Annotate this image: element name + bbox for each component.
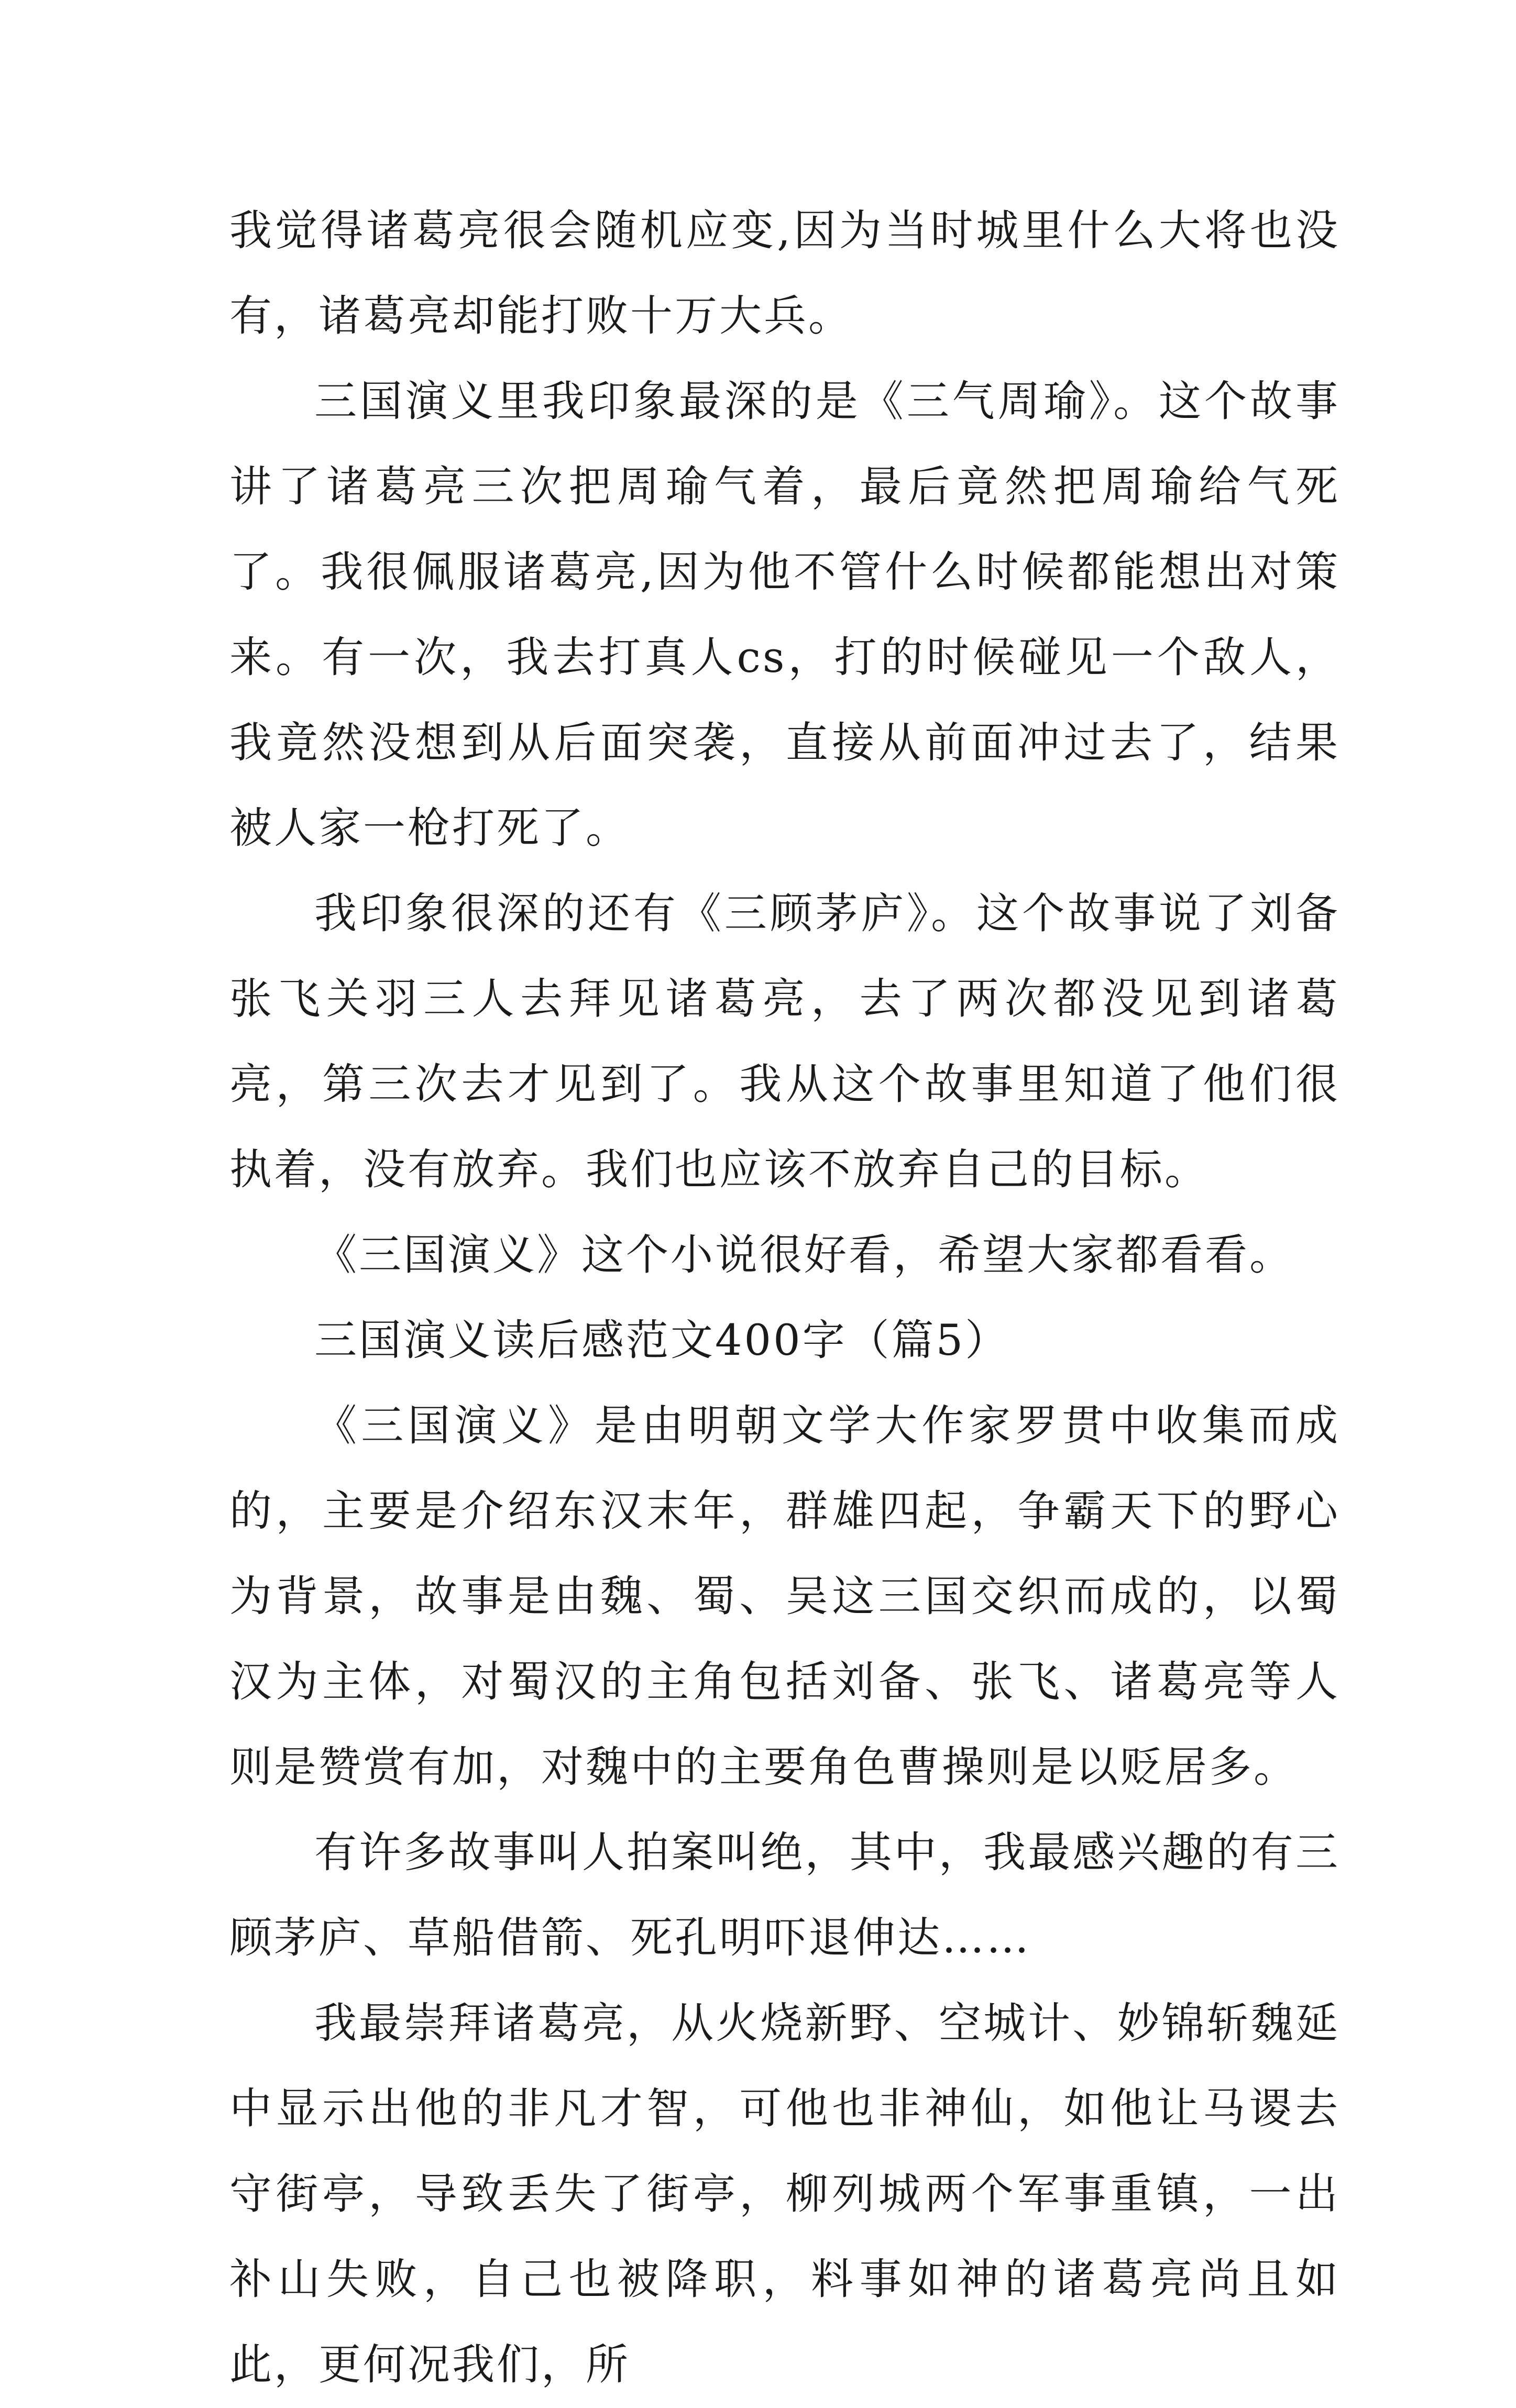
paragraph-2: 三国演义里我印象最深的是《三气周瑜》。这个故事讲了诸葛亮三次把周瑜气着，最后竟然把周瑜给气死了。我很佩服诸葛亮,因为他不管什么时候都能想出对策来。有一次，我去打真人cs，打的时候碰见一个敌人，我竟然没想到从后面突袭，直接从前面冲过去了，结果被人家一枪打死了。 (229, 377, 1340, 853)
section-heading: 三国演义读后感范文400字（篇5） (314, 1316, 1010, 1365)
paragraph-3: 我印象很深的还有《三顾茅庐》。这个故事说了刘备张飞关羽三人去拜见诸葛亮，去了两次都没见到诸葛亮，第三次去才见到了。我从这个故事里知道了他们很执着，没有放弃。我们也应该不放弃自己的目标。 (229, 889, 1340, 1195)
document-body (229, 189, 1340, 2408)
paragraph-1: 我觉得诸葛亮很会随机应变,因为当时城里什么大将也没有，诸葛亮却能打败十万大兵。 (229, 206, 1340, 341)
paragraph-5: 《三国演义》是由明朝文学大作家罗贯中收集而成的，主要是介绍东汉末年，群雄四起，争霸天下的野心为背景，故事是由魏、蜀、吴这三国交织而成的，以蜀汉为主体，对蜀汉的主角包括刘备、张飞、诸葛亮等人则是赞赏有加，对魏中的主要角色曹操则是以贬居多。 (229, 1401, 1340, 1792)
paragraph-6: 有许多故事叫人拍案叫绝，其中，我最感兴趣的有三顾茅庐、草船借箭、死孔明吓退伸达…… (229, 1828, 1340, 1963)
paragraph-7: 我最崇拜诸葛亮，从火烧新野、空城计、妙锦斩魏延中显示出他的非凡才智，可他也非神仙，如他让马谡去守街亭，导致丢失了街亭，柳列城两个军事重镇，一出补山失败，自己也被降职，料事如神的诸葛亮尚且如此，更何况我们，所 (229, 1999, 1340, 2390)
paragraph-4: 《三国演义》这个小说很好看，希望大家都看看。 (314, 1231, 1294, 1280)
